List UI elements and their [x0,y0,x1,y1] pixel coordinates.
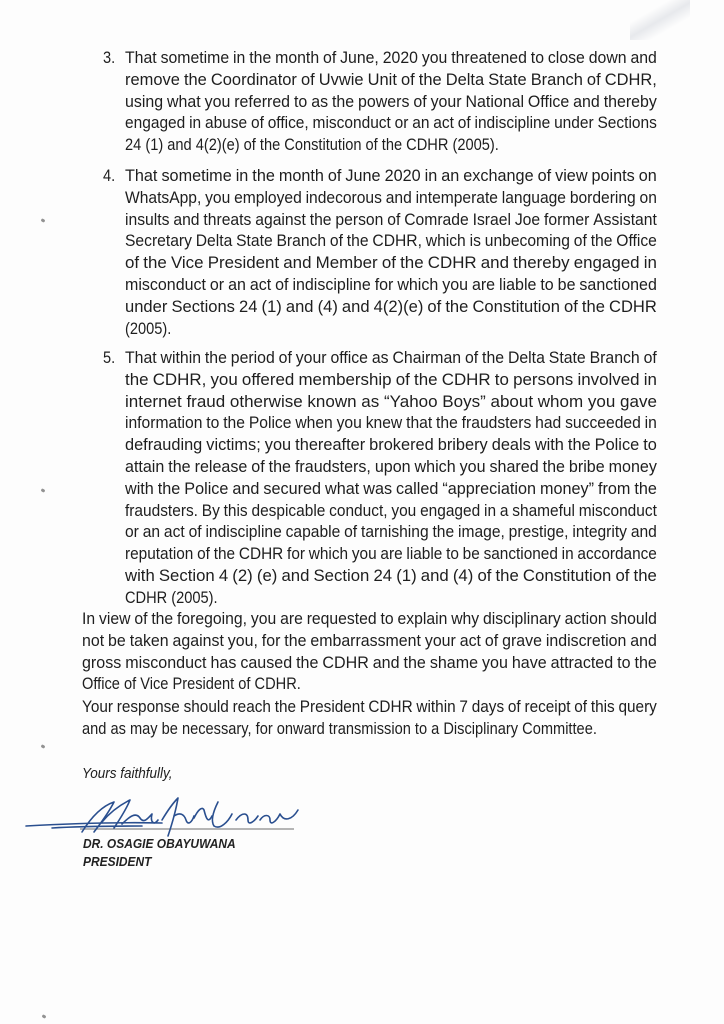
item-number: 3. [103,48,116,67]
item-number: 4. [103,166,116,185]
text-line: remove the Coordinator of Uvwie Unit of the Delta State Branch of CDHR, [125,69,657,89]
text-line: gross misconduct has caused the CDHR and the shame you have attracted to the [82,652,657,672]
text-line: Your response should reach the President CDHR within 7 days of receipt of this query [82,697,657,716]
text-line: That sometime in the month of June 2020 in an exchange of view points on [125,166,657,185]
scan-smudge [630,0,690,40]
signatory-title: PRESIDENT [83,854,152,869]
text-line: the CDHR, you offered membership of the CDHR to persons involved in [125,369,657,389]
text-line: and as may be necessary, for onward transmission to a Disciplinary Committee. [82,718,597,738]
text-line: Secretary Delta State Branch of the CDHR, which is unbecoming of the Office [125,231,657,251]
text-line: internet fraud otherwise known as “Yahoo Boys” about whom you gave [125,391,657,411]
text-line: insults and threats against the person of Comrade Israel Joe former Assistant [125,209,657,229]
text-line: engaged in abuse of office, misconduct or an act of indiscipline under Sections [125,113,657,133]
text-line: attain the release of the fraudsters, upon which you shared the bribe money [125,457,657,476]
text-line: That within the period of your office as Chairman of the Delta State Branch of [125,348,657,367]
text-line: In view of the foregoing, you are requested to explain why disciplinary action should [82,609,657,628]
text-line: reputation of the CDHR for which you are liable to be sanctioned in accordance [125,544,657,564]
text-line: with the Police and secured what was called “appreciation money” from the [125,478,657,498]
text-line: WhatsApp, you employed indecorous and intemperate language bordering on [125,187,657,207]
text-line: That sometime in the month of June, 2020 you threatened to close down and [125,48,657,67]
text-line: fraudsters. By this despicable conduct, you engaged in a shameful misconduct [125,500,657,520]
signatory-name: DR. OSAGIE OBAYUWANA [83,836,236,851]
punch-mark [41,488,46,493]
signature-image [22,796,322,840]
text-line: CDHR (2005). [125,587,218,607]
text-line: using what you referred to as the powers of your National Office and thereby [125,91,657,111]
text-line: or an act of indiscipline capable of tarnishing the image, prestige, integrity and [125,522,657,542]
text-line: not be taken against you, for the embarrassment your act of grave indiscretion and [82,630,657,650]
text-line: Office of Vice President of CDHR. [82,674,301,694]
text-line: 24 (1) and 4(2)(e) of the Constitution of the CDHR (2005). [125,135,499,155]
text-line: defrauding victims; you thereafter brokered bribery deals with the Police to [125,435,657,455]
punch-mark [41,218,46,223]
text-line: misconduct or an act of indiscipline for which you are liable to be sanctioned [125,275,657,294]
text-line: (2005). [125,318,172,338]
text-line: information to the Police when you knew that the fraudsters had succeeded in [125,413,657,433]
text-line: under Sections 24 (1) and (4) and 4(2)(e) of the Constitution of the CDHR [125,296,657,316]
item-number: 5. [103,348,116,367]
closing-salutation: Yours faithfully, [82,765,173,782]
signature-strokes [26,798,298,836]
text-line: of the Vice President and Member of the CDHR and thereby engaged in [125,253,657,273]
punch-mark [41,744,46,749]
punch-mark [42,1014,47,1019]
text-line: with Section 4 (2) (e) and Section 24 (1) and (4) of the Constitution of the [125,566,657,585]
